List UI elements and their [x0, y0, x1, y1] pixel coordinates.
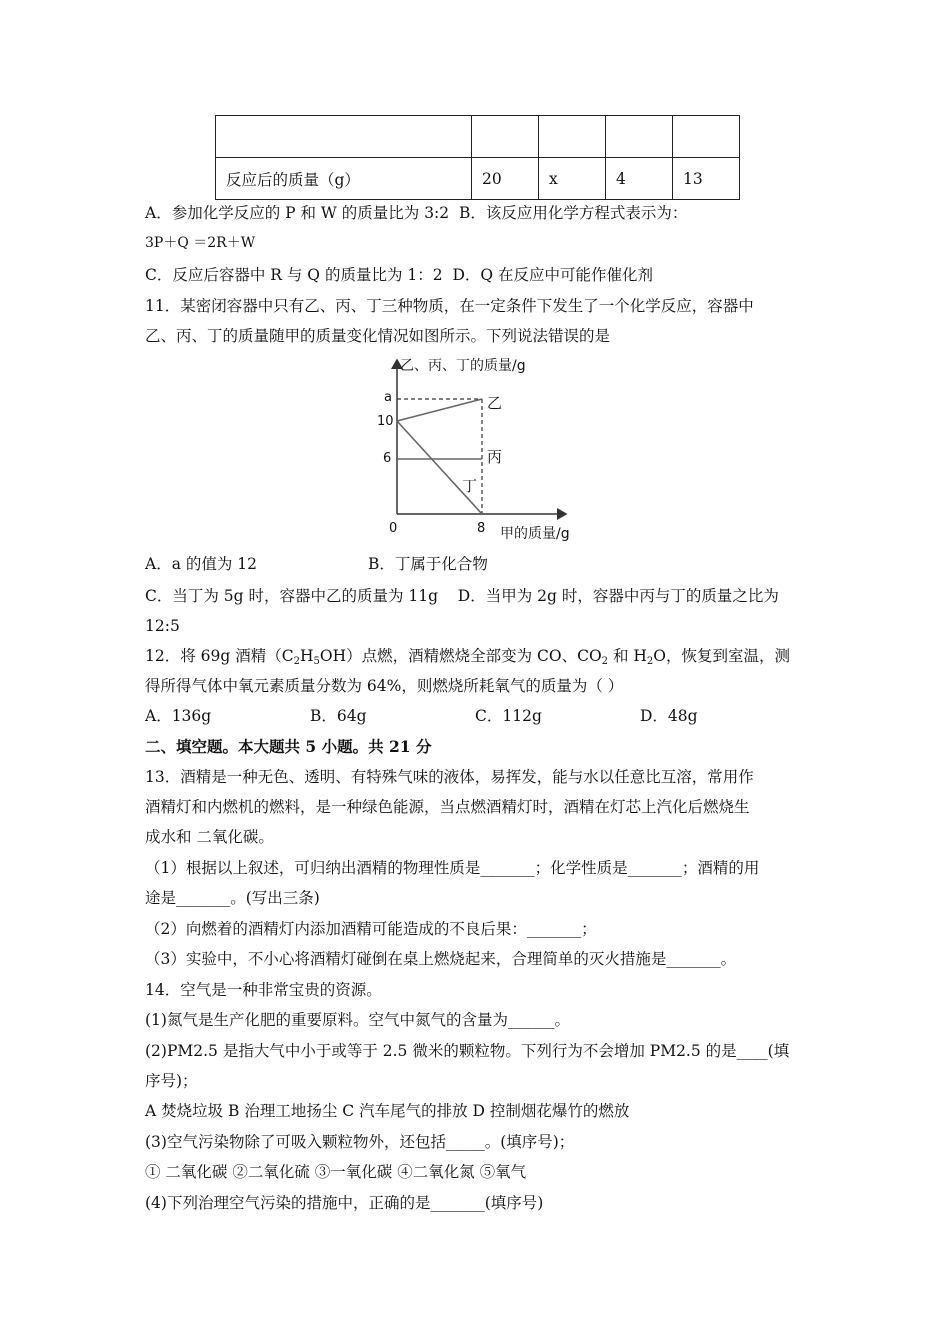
q12-text: OH）点燃，酒精燃烧全部变为 CO、CO [319, 647, 602, 665]
table-cell [216, 116, 472, 158]
subscript: 2 [646, 656, 654, 667]
q13-sub1-line1: （1）根据以上叙述，可归纳出酒精的物理性质是_______；化学性质是_______；酒精的用 [145, 859, 760, 877]
q14-sub1: (1)氮气是生产化肥的重要原料。空气中氮气的含量为______。 [145, 1011, 570, 1029]
q13-para-line1: 13．酒精是一种无色、透明、有特殊气味的液体，易挥发，能与水以任意比互溶，常用作 [145, 768, 754, 786]
q10-equation: 3P＋Q ＝2R＋W [145, 235, 256, 251]
table-row [216, 116, 740, 158]
q13-sub2: （2）向燃着的酒精灯内添加酒精可能造成的不良后果：_______； [145, 920, 597, 938]
table-cell: 13 [673, 158, 740, 200]
mass-graph [360, 350, 590, 545]
label-bing: 丙 [487, 448, 503, 466]
table-cell: x [539, 158, 606, 200]
q14-stem: 14．空气是一种非常宝贵的资源。 [145, 981, 382, 999]
q13-para-line3: 成水和 二氧化碳。 [145, 828, 274, 846]
table-cell [539, 116, 606, 158]
table-cell [606, 116, 673, 158]
q12-option-c: C．112g [475, 707, 542, 725]
x-axis-label: 甲的质量/g [500, 526, 570, 542]
q10-option-d: D．Q 在反应中可能作催化剂 [452, 266, 654, 284]
q12-text: 和 H [608, 647, 647, 665]
table-cell [472, 116, 539, 158]
q13-sub1-line2: 途是_______。(写出三条) [145, 889, 320, 907]
q13-sub3: （3）实验中，不小心将酒精灯碰倒在桌上燃烧起来，合理简单的灭火措施是_______。 [145, 950, 737, 968]
line-yi [397, 399, 482, 421]
y-tick-a: a [384, 390, 392, 405]
q12-text: 12．将 69g 酒精（C [145, 647, 294, 665]
q14-sub2-line1: (2)PM2.5 是指大气中小于或等于 2.5 微米的颗粒物。下列行为不会增加 PM2.5 的是____(填 [145, 1042, 790, 1060]
x-tick-8: 8 [477, 521, 486, 536]
q14-sub4: (4)下列治理空气污染的措施中，正确的是_______(填序号) [145, 1194, 544, 1212]
table-row [216, 158, 740, 200]
y-axis-label: 乙、丙、丁的质量/g [400, 358, 526, 374]
q14-sub2-options: A 焚烧垃圾 B 治理工地扬尘 C 汽车尾气的排放 D 控制烟花爆竹的燃放 [145, 1102, 630, 1120]
table-cell-label: 反应后的质量（g） [216, 158, 472, 200]
q10-line-ab [145, 203, 687, 223]
q14-sub3: (3)空气污染物除了可吸入颗粒物外，还包括_____。(填序号)； [145, 1133, 575, 1151]
q12-stem-line1 [145, 646, 790, 666]
subscript: 2 [293, 656, 300, 667]
q13-para-line2: 酒精灯和内燃机的燃料，是一种绿色能源，当点燃酒精灯时，酒精在灯芯上汽化后燃烧生 [145, 798, 750, 816]
y-tick-6: 6 [383, 451, 392, 466]
label-ding: 丁 [462, 477, 478, 495]
q12-text: H [299, 647, 314, 665]
table-cell: 20 [472, 158, 539, 200]
table-cell: 4 [606, 158, 673, 200]
section-heading: 二、填空题。本大题共 5 小题。共 21 分 [145, 737, 432, 756]
q10-option-c: C．反应后容器中 R 与 Q 的质量比为 1：2 [145, 266, 443, 284]
line-ding [397, 421, 482, 514]
q11-option-c: C．当丁为 5g 时，容器中乙的质量为 11g [145, 587, 439, 605]
mass-table [215, 115, 740, 200]
label-yi: 乙 [487, 394, 503, 412]
q14-sub2-line2: 序号)； [145, 1072, 198, 1090]
q11-option-d-cont: 12:5 [145, 617, 180, 635]
q10-line-cd [145, 265, 653, 285]
q11-option-a: A．a 的值为 12 [145, 555, 258, 573]
q11-stem-line2: 乙、丙、丁的质量随甲的质量变化情况如图所示。下列说法错误的是 [145, 327, 611, 345]
table-cell [673, 116, 740, 158]
subscript: 5 [313, 656, 320, 667]
q10-option-b: B．该反应用化学方程式表示为： [459, 204, 688, 222]
q12-option-b: B．64g [310, 707, 367, 725]
q12-option-d: D．48g [640, 707, 698, 725]
q11-line-cd [145, 586, 779, 606]
x-tick-0: 0 [389, 521, 398, 536]
q12-option-a: A．136g [145, 707, 212, 725]
q12-stem-line2: 得所得气体中氧元素质量分数为 64%，则燃烧所耗氧气的质量为（ ） [145, 677, 624, 695]
q12-text: O，恢复到室温，测 [653, 647, 791, 665]
q10-option-a: A．参加化学反应的 P 和 W 的质量比为 3:2 [145, 204, 450, 222]
q14-sub3-options: ① 二氧化碳 ②二氧化硫 ③一氧化碳 ④二氧化氮 ⑤氧气 [145, 1163, 527, 1181]
q11-stem-line1: 11．某密闭容器中只有乙、丙、丁三种物质，在一定条件下发生了一个化学反应，容器中 [145, 297, 754, 315]
subscript: 2 [601, 656, 609, 667]
y-tick-10: 10 [377, 414, 394, 429]
q11-option-b: B．丁属于化合物 [368, 555, 488, 573]
q11-option-d: D．当甲为 2g 时，容器中丙与丁的质量之比为 [457, 587, 779, 605]
